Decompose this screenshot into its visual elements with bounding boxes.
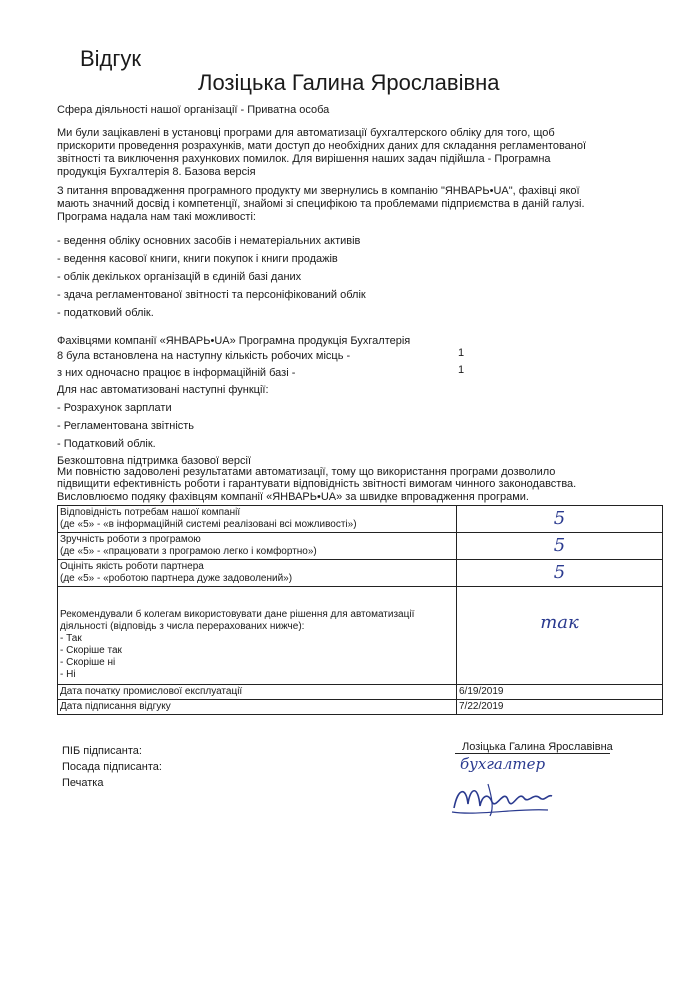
capability-item: - облік декількох організацій в єдиній базі даних bbox=[57, 271, 302, 283]
capability-item: - ведення обліку основних засобів і нематеріальних активів bbox=[57, 235, 361, 247]
signer-name-value: Лозіцька Галина Ярославівна bbox=[462, 741, 613, 753]
stamp-label: Печатка bbox=[62, 777, 104, 789]
evaluation-table bbox=[57, 505, 663, 715]
automated-item: - Розрахунок зарплати bbox=[57, 402, 172, 414]
start-date-value: 6/19/2019 bbox=[457, 685, 663, 700]
criterion-hint: (де «5» - «роботою партнера дуже задоволений») bbox=[60, 573, 293, 584]
recommend-option: - Ні bbox=[60, 669, 76, 680]
start-date-label: Дата початку промислової експлуатації bbox=[58, 685, 457, 700]
intro-line: прискорити проведення розрахунків, мати доступ до необхідних даних для складання регламентованої bbox=[57, 140, 587, 152]
company-line: Програма надала нам такі можливості: bbox=[57, 211, 256, 223]
capability-item: - ведення касової книги, книги покупок і книги продажів bbox=[57, 253, 338, 265]
company-paragraph bbox=[57, 185, 585, 224]
automated-item: - Регламентована звітність bbox=[57, 420, 195, 432]
recommend-line: Рекомендували б колегам використовувати дане рішення для автоматизації bbox=[60, 609, 415, 620]
intro-line: Ми були зацікавлені в установці програми для автоматизації бухгалтерского обліку для того, щоб bbox=[57, 127, 555, 139]
handwritten-signature bbox=[448, 778, 558, 820]
automated-item: - Податковий облік. bbox=[57, 438, 156, 450]
satisfied-line: Висловлюємо подяку фахівцям компанії «ЯНВАРЬ•UA» за швидке впровадження програми. bbox=[57, 491, 529, 503]
document-title: Відгук bbox=[80, 46, 142, 71]
recommend-cell bbox=[58, 587, 457, 685]
signature-line bbox=[455, 753, 610, 754]
signer-position-value: бухгалтер bbox=[460, 755, 546, 773]
recommend-option: - Так bbox=[60, 633, 82, 644]
workplaces-value: 1 bbox=[458, 347, 465, 359]
recommend-option: - Скоріше так bbox=[60, 645, 122, 656]
score-value: 5 bbox=[457, 506, 663, 533]
company-line: мають значний досвід і компетенції, знайомі зі специфікою та проблемами підприємства в даній галузі. bbox=[57, 198, 585, 210]
table-row bbox=[58, 587, 663, 685]
table-row bbox=[58, 700, 663, 715]
capabilities-list bbox=[57, 235, 366, 325]
intro-paragraph bbox=[57, 127, 586, 179]
intro-line: звітності та виключення рахункових помилок. Для вирішення наших задач підійшла - Програмна bbox=[57, 153, 551, 165]
score-value: 5 bbox=[457, 560, 663, 587]
sign-date-value: 7/22/2019 bbox=[457, 700, 663, 715]
signer-name-label: ПІБ підписанта: bbox=[62, 745, 142, 757]
table-row bbox=[58, 560, 663, 587]
support-text: Безкоштовна підтримка базової версії bbox=[57, 455, 252, 467]
signer-position-label: Посада підписанта: bbox=[62, 761, 162, 773]
company-line: З питання впровадження програмного продукту ми звернулись в компанію "ЯНВАРЬ•UA", фахівці якої bbox=[57, 185, 580, 197]
criterion-label: Оцініть якість роботи партнера bbox=[60, 561, 204, 572]
criterion-cell bbox=[58, 560, 457, 587]
install-line-3: з них одночасно працює в інформаційній базі - bbox=[57, 367, 296, 379]
satisfied-paragraph bbox=[57, 466, 576, 504]
criterion-label: Зручність роботи з програмою bbox=[60, 534, 201, 545]
criterion-hint: (де «5» - «в інформаційній системі реалізовані всі можливості») bbox=[60, 519, 357, 530]
recommend-line: діяльності (відповідь з числа перерахованих нижче): bbox=[60, 621, 305, 632]
satisfied-line: Ми повністю задоволені результатами автоматизації, тому що використання програми дозволило bbox=[57, 466, 556, 478]
install-line-2: 8 була встановлена на наступну кількість робочих місць - bbox=[57, 350, 351, 362]
sphere-text: Сфера діяльності нашої організації - Приватна особа bbox=[57, 104, 330, 116]
automated-title: Для нас автоматизовані наступні функції: bbox=[57, 384, 269, 396]
satisfied-line: підвищити ефективність роботи і гарантувати відповідність звітності вимогам чинного законодавства. bbox=[57, 478, 577, 490]
table-row bbox=[58, 685, 663, 700]
criterion-cell bbox=[58, 506, 457, 533]
criterion-cell bbox=[58, 533, 457, 560]
install-line-1: Фахівцями компанії «ЯНВАРЬ•UA» Програмна продукція Бухгалтерія bbox=[57, 335, 411, 347]
sign-date-label: Дата підписання відгуку bbox=[58, 700, 457, 715]
recommend-value: так bbox=[457, 587, 663, 685]
table-row bbox=[58, 533, 663, 560]
criterion-hint: (де «5» - «працювати з програмою легко і комфортно») bbox=[60, 546, 317, 557]
capability-item: - здача регламентованої звітності та персоніфікований облік bbox=[57, 289, 366, 301]
intro-line: продукція Бухгалтерія 8. Базова версія bbox=[57, 166, 256, 178]
automated-list bbox=[57, 402, 194, 456]
criterion-label: Відповідність потребам нашої компанії bbox=[60, 507, 241, 518]
score-value: 5 bbox=[457, 533, 663, 560]
recommend-option: - Скоріше ні bbox=[60, 657, 116, 668]
reviewer-name-heading: Лозіцька Галина Ярославівна bbox=[198, 70, 500, 95]
concurrent-users-value: 1 bbox=[458, 364, 465, 376]
table-row bbox=[58, 506, 663, 533]
capability-item: - податковий облік. bbox=[57, 307, 154, 319]
